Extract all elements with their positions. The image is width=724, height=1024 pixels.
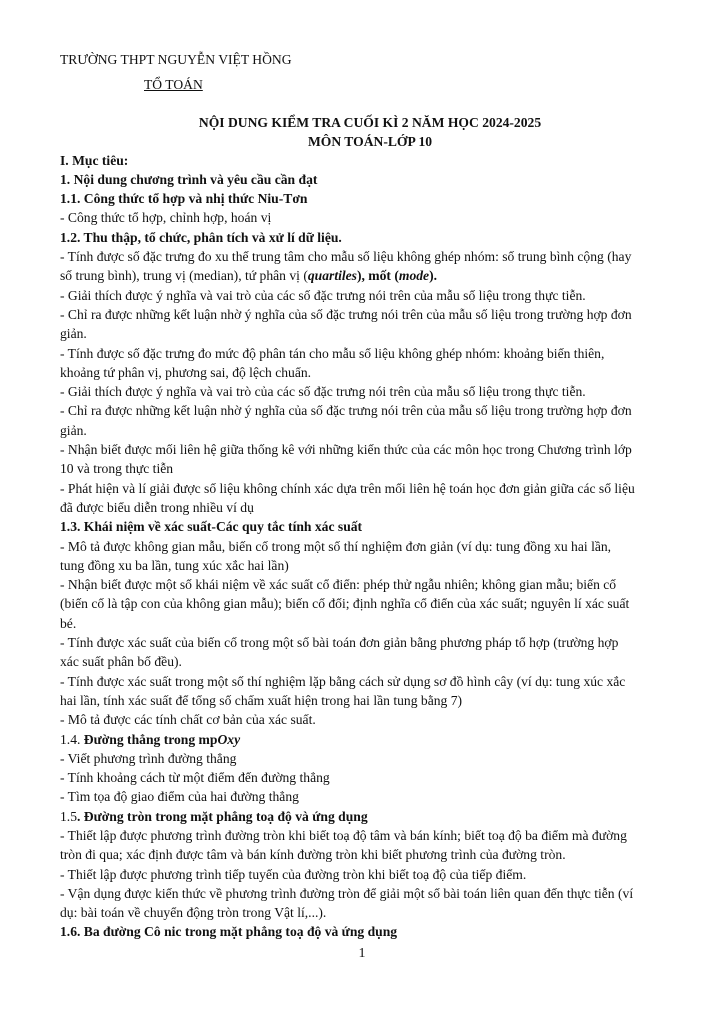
paragraph: khoảng tứ phân vị, phương sai, độ lệch chuẩn. — [60, 364, 312, 380]
paragraph: - Tính được số đặc trưng đo xu thế trung tâm cho mẫu số liệu không ghép nhóm: số trung bình cộng (hay — [60, 249, 632, 265]
school-name: TRƯỜNG THPT NGUYỄN VIỆT HỒNG — [60, 52, 292, 67]
paragraph: bé. — [60, 615, 77, 631]
text-run: số trung bình), trung vị (median), tứ phân vị ( — [60, 268, 308, 284]
paragraph: - Giải thích được ý nghĩa và vai trò của các số đặc trưng nói trên của mẫu số liệu trong thực tiễn. — [60, 287, 586, 303]
paragraph: đã được biểu diễn trong nhiều ví dụ — [60, 499, 254, 515]
paragraph: - Tìm tọa độ giao điểm của hai đường thẳng — [60, 789, 299, 805]
paragraph: - Viết phương trình đường thẳng — [60, 750, 237, 766]
paragraph: giản. — [60, 326, 87, 342]
paragraph: - Tính được xác suất trong một số thí nghiệm lặp bằng cách sử dụng sơ đồ hình cây (ví dụ: tung xúc xắc — [60, 673, 626, 689]
heading-number: 1.4. — [60, 731, 84, 747]
heading-text: Đường thẳng trong mp — [83, 731, 218, 747]
heading-italic: Oxy — [217, 731, 241, 747]
department-name: TỔ TOÁN — [144, 77, 203, 93]
heading-1-1: 1.1. Công thức tổ hợp và nhị thức Niu-Tơn — [60, 191, 308, 207]
paragraph: hai lần, tính xác suất để tổng số chấm xuất hiện trong hai lần tung bằng 7) — [60, 692, 463, 708]
text-run: ). — [429, 268, 438, 284]
paragraph: giản. — [60, 422, 87, 438]
text-italic: quartiles — [307, 268, 357, 284]
heading-1-3: 1.3. Khái niệm về xác suất-Các quy tắc tính xác suất — [60, 519, 363, 535]
heading-text: . Đường tròn trong mặt phẳng toạ độ và ứng dụng — [77, 808, 368, 824]
text-italic: mode — [398, 268, 430, 284]
paragraph: (biến cố là tập con của không gian mẫu); biến cố đối; định nghĩa cổ điển của xác suất; nguyên lí xác suất — [60, 596, 630, 612]
document-title — [60, 113, 680, 151]
heading-1-2: 1.2. Thu thập, tổ chức, phân tích và xử lí dữ liệu. — [60, 229, 342, 245]
heading-1-4 — [60, 730, 680, 749]
paragraph: - Công thức tổ hợp, chỉnh hợp, hoán vị — [60, 210, 272, 226]
title-line-1: NỘI DUNG KIỂM TRA CUỐI KÌ 2 NĂM HỌC 2024-2025 — [198, 114, 542, 130]
paragraph: - Chỉ ra được những kết luận nhờ ý nghĩa của số đặc trưng nói trên của mẫu số liệu trong trường hợp đơn — [60, 306, 632, 322]
paragraph: - Vận dụng được kiến thức về phương trình đường tròn để giải một số bài toán liên quan đến thực tiễn (ví — [60, 885, 634, 901]
paragraph: - Chỉ ra được những kết luận nhờ ý nghĩa của số đặc trưng nói trên của mẫu số liệu trong trường hợp đơn — [60, 403, 632, 419]
paragraph: 10 và trong thực tiễn — [60, 461, 174, 477]
paragraph: tung đồng xu ba lần, tung xúc xắc hai lần) — [60, 557, 289, 573]
title-line-2: MÔN TOÁN-LỚP 10 — [307, 133, 433, 149]
paragraph: - Mô tả được không gian mẫu, biến cố trong một số thí nghiệm đơn giản (ví dụ: tung đồng xu hai lần, — [60, 538, 612, 554]
paragraph: xác suất phân bố đều). — [60, 654, 182, 670]
heading-1-5 — [60, 807, 680, 826]
paragraph — [60, 266, 680, 285]
heading-objectives: I. Mục tiêu: — [60, 152, 129, 168]
heading-1-6: 1.6. Ba đường Cô nic trong mặt phẳng toạ độ và ứng dụng — [60, 924, 398, 940]
paragraph: - Mô tả được các tính chất cơ bản của xác suất. — [60, 712, 316, 728]
paragraph: - Tính khoảng cách từ một điểm đến đường thẳng — [60, 770, 330, 786]
paragraph: - Nhận biết được một số khái niệm về xác suất cổ điển: phép thử ngẫu nhiên; không gian mẫu; biến cố — [60, 577, 617, 593]
paragraph: - Tính được số đặc trưng đo mức độ phân tán cho mẫu số liệu không ghép nhóm: khoảng biến thiên, — [60, 345, 605, 361]
text-run: ), mốt ( — [356, 268, 399, 284]
paragraph: - Giải thích được ý nghĩa và vai trò của các số đặc trưng nói trên của mẫu số liệu trong thực tiễn. — [60, 384, 586, 400]
heading-1: 1. Nội dung chương trình và yêu cầu cần đạt — [60, 171, 318, 187]
paragraph: - Nhận biết được mối liên hệ giữa thống kê với những kiến thức của các môn học trong Chương trình lớp — [60, 442, 632, 458]
paragraph: dụ: bài toán về chuyển động tròn trong Vật lí,...). — [60, 905, 327, 921]
paragraph: tròn đi qua; xác định được tâm và bán kính đường tròn khi biết phương trình của đường tròn. — [60, 847, 566, 863]
page-number: 1 — [358, 946, 366, 961]
paragraph: - Phát hiện và lí giải được số liệu không chính xác dựa trên mối liên hệ toán học đơn giản giữa các số liệu — [60, 480, 635, 496]
paragraph: - Thiết lập được phương trình đường tròn khi biết toạ độ tâm và bán kính; biết toạ độ ba điểm mà đường — [60, 827, 627, 843]
paragraph: - Thiết lập được phương trình tiếp tuyến của đường tròn khi biết toạ độ của tiếp điểm. — [60, 866, 527, 882]
document-page — [60, 50, 680, 942]
heading-number: 1.5 — [60, 808, 77, 824]
paragraph: - Tính được xác suất của biến cố trong một số bài toán đơn giản bằng phương pháp tổ hợp (trường hợp — [60, 635, 619, 651]
